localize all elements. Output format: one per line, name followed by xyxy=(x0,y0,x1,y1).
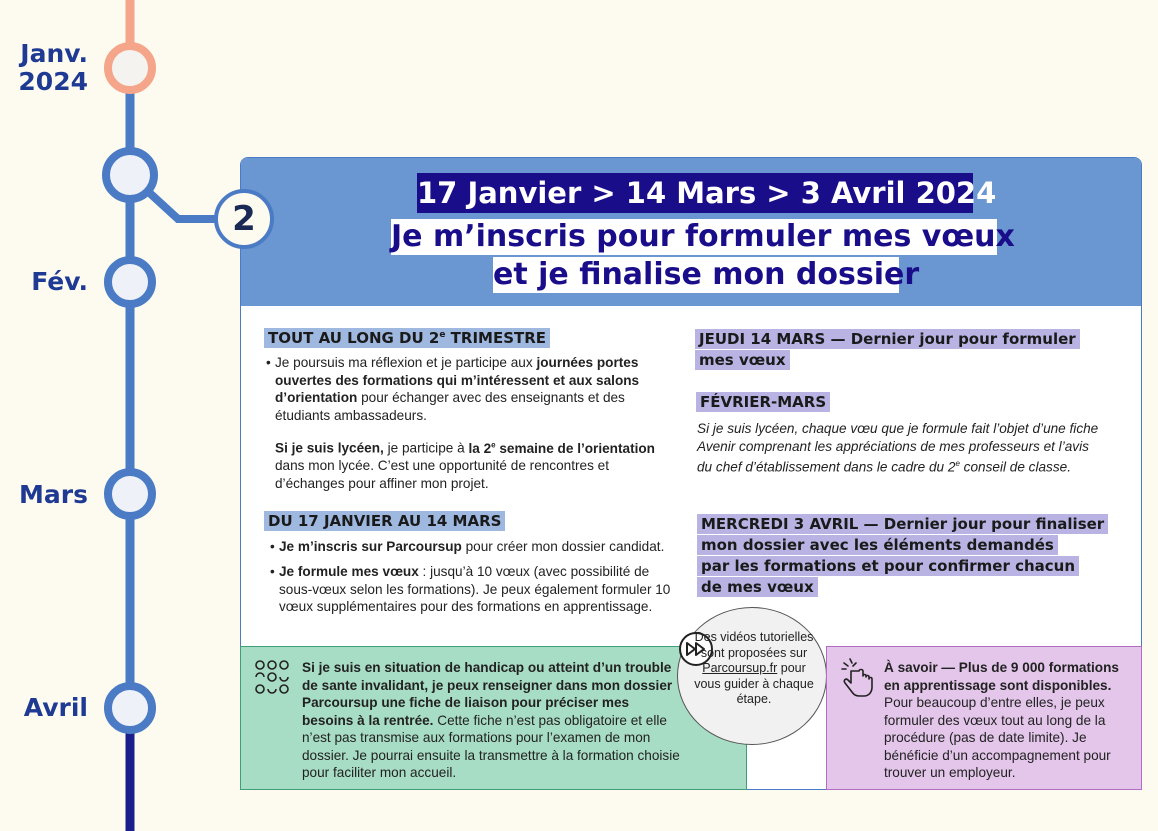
trimester-paragraph-2: Si je suis lycéen, je participe à la 2e semaine de l’orientation dans mon lycée. C’est une opportunité de rencontres et d’échanges pour affiner mon projet. xyxy=(275,440,655,491)
disability-info-text: Si je suis en situation de handicap ou atteint d’un trouble de sante invalidant, je peux renseigner dans mon dossier Parcoursup une fiche de liaison pour préciser mes besoins à la rentrée. Cette fiche n’est pas obligatoire et elle n’est pas transmise aux formations pour l’examen de mon dossier. Je pourrai ensuite la transmettre à la formation choisie pour faciliter mon accueil. xyxy=(302,660,680,780)
accessibility-icon xyxy=(254,659,294,699)
video-tutorial-text: Des vidéos tutorielles sont proposées sur Parcoursup.fr pour vous guider à chaque étape. xyxy=(694,630,814,706)
section-heading-feb-mar: FÉVRIER-MARS xyxy=(696,393,830,411)
section-heading-trimester: TOUT AU LONG DU 2e TRIMESTRE xyxy=(264,329,550,347)
deadline-april-3: MERCREDI 3 AVRIL — Dernier jour pour finaliser mon dossier avec les éléments demandés par les formations et pour confirmer chacun de mes vœux xyxy=(697,514,1108,598)
month-apr: Avril xyxy=(23,693,88,722)
step-title-line1: Je m’inscris pour formuler mes vœux xyxy=(391,219,1015,254)
timeline-node-step xyxy=(106,151,154,199)
apprenticeship-info-text: À savoir — Plus de 9 000 formations en apprentissage sont disponibles. Pour beaucoup d’entre elles, je peux formuler des vœux tout au long de la procédure (pas de date limite). Je bénéficie d’un accompagnement pour trouver un employeur. xyxy=(884,660,1119,780)
timeline xyxy=(0,0,240,831)
deadline-march-14: JEUDI 14 MARS — Dernier jour pour formuler mes vœux xyxy=(695,329,1080,371)
timeline-node-mar xyxy=(108,472,152,516)
month-feb: Fév. xyxy=(31,267,88,296)
section-heading-jan-mar: DU 17 JANVIER AU 14 MARS xyxy=(264,512,505,530)
timeline-node-feb xyxy=(108,260,152,304)
parcoursup-link[interactable]: Parcoursup.fr xyxy=(702,661,778,675)
step-dates: 17 Janvier > 14 Mars > 3 Avril 2024 xyxy=(417,173,973,213)
fiche-avenir-text: Si je suis lycéen, chaque vœu que je formule fait l’objet d’une fiche Avenir comprenant les appréciations de mes professeurs et l’avis du chef d’établissement dans le cadre du 2e conseil de classe. xyxy=(697,421,1099,475)
bullet-wishes: • Je formule mes vœux : jusqu’à 10 vœux (avec possibilité de sous-vœux selon les formations). Je peux également formuler 10 vœux supplémentaires pour des formations en apprentissage. xyxy=(270,564,671,614)
month-jan: Janv. 2024 xyxy=(18,39,88,96)
hand-pointer-icon xyxy=(840,657,876,699)
disability-info-box xyxy=(240,646,747,790)
timeline-node-jan xyxy=(108,46,152,90)
step-number-badge: 2 xyxy=(214,189,274,249)
month-mar: Mars xyxy=(19,480,88,509)
card-header xyxy=(241,158,1141,306)
step-title-line2: et je finalise mon dossier xyxy=(493,257,920,292)
timeline-node-apr xyxy=(108,686,152,730)
trimester-paragraph-1: • Je poursuis ma réflexion et je participe aux journées portes ouvertes des formations qui m’intéressent et aux salons d’orientation pour échanger avec des enseignants et des étudiants ambassadeurs. xyxy=(266,355,640,423)
bullet-register: • Je m’inscris sur Parcoursup pour créer mon dossier candidat. xyxy=(270,539,665,554)
